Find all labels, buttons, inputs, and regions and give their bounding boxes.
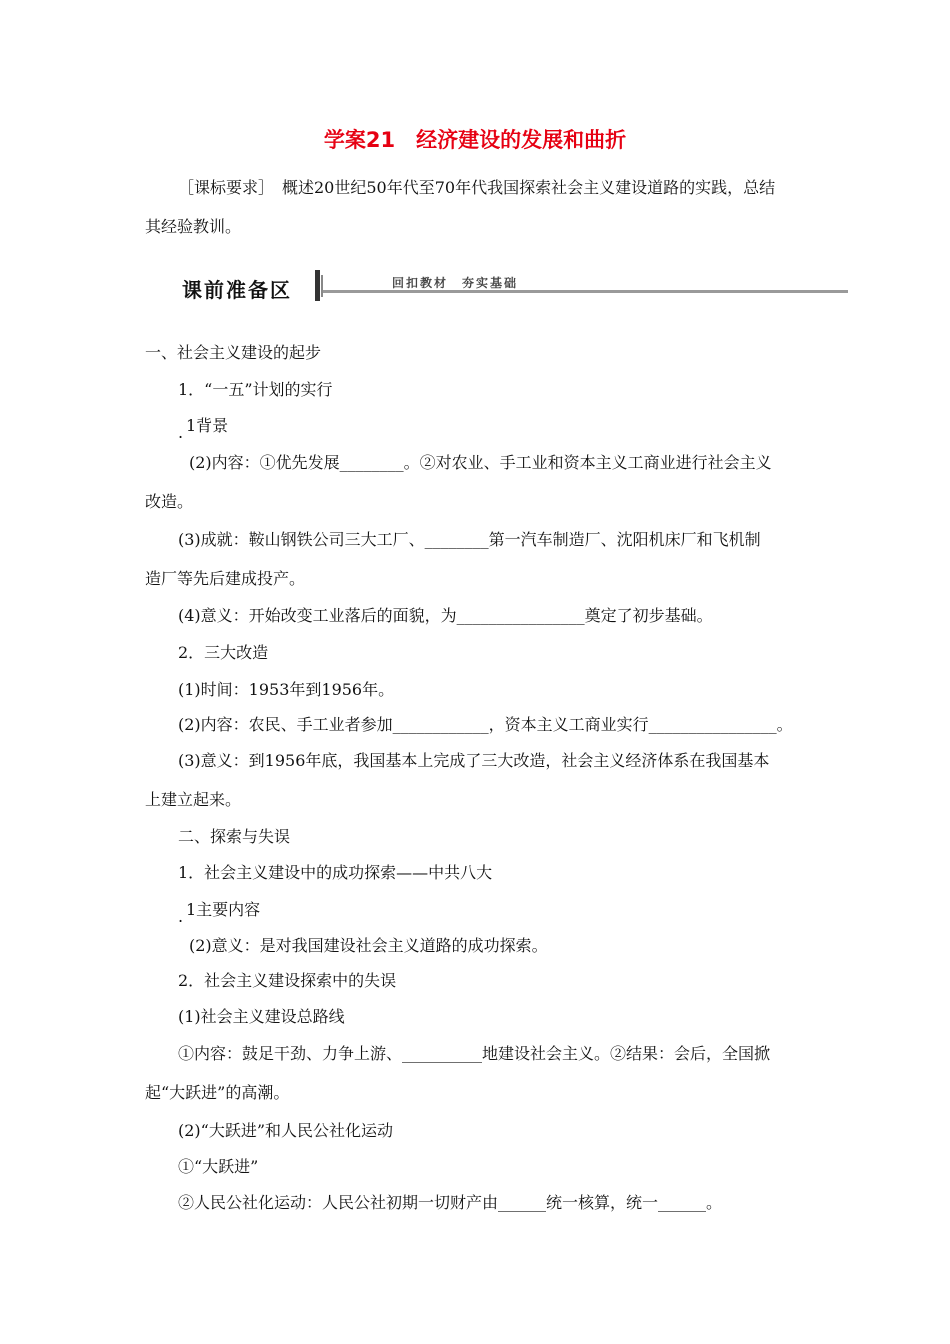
list-item: (2)“大跃进”和人民公社化运动 bbox=[178, 1121, 394, 1140]
page-title: 学案21 经济建设的发展和曲折 bbox=[323, 128, 627, 152]
list-item: 1背景 bbox=[186, 416, 229, 435]
requirement-line-1: ［课标要求］ 概述20世纪50年代至70年代我国探索社会主义建设道路的实践，总结 bbox=[178, 178, 776, 197]
list-item: ①“大跃进” bbox=[178, 1157, 259, 1176]
list-item: (2)内容：农民、手工业者参加____________，资本主义工商业实行________________。 bbox=[178, 715, 793, 734]
banner-divider-thin bbox=[321, 275, 323, 297]
list-item-continued: 上建立起来。 bbox=[145, 790, 242, 809]
subsection-heading: 2．社会主义建设探索中的失误 bbox=[178, 971, 397, 990]
list-item-continued: 改造。 bbox=[145, 492, 194, 511]
banner-subtitle: 回扣教材 夯实基础 bbox=[392, 276, 519, 290]
list-marker-dot: . bbox=[178, 423, 184, 442]
list-item: 1主要内容 bbox=[186, 900, 261, 919]
requirement-line-2: 其经验教训。 bbox=[145, 217, 242, 236]
banner-label: 课前准备区 bbox=[182, 278, 292, 302]
list-item: (3)意义：到1956年底，我国基本上完成了三大改造，社会主义经济体系在我国基本 bbox=[178, 751, 770, 770]
list-item: ①内容：鼓足干劲、力争上游、__________地建设社会主义。②结果：会后，全国掀 bbox=[178, 1044, 771, 1063]
section-banner bbox=[180, 269, 848, 303]
list-item: (2)内容：①优先发展________。②对农业、手工业和资本主义工商业进行社会主义 bbox=[189, 453, 772, 472]
list-item-continued: 造厂等先后建成投产。 bbox=[145, 569, 306, 588]
list-item: (1)时间：1953年到1956年。 bbox=[178, 680, 395, 699]
list-item: (1)社会主义建设总路线 bbox=[178, 1007, 345, 1026]
subsection-heading: 1．“一五”计划的实行 bbox=[178, 380, 333, 399]
subsection-heading: 2．三大改造 bbox=[178, 643, 269, 662]
section-heading-1: 一、社会主义建设的起步 bbox=[145, 343, 322, 362]
list-item: (2)意义：是对我国建设社会主义道路的成功探索。 bbox=[189, 936, 548, 955]
list-marker-dot: . bbox=[178, 907, 184, 926]
subsection-heading: 1．社会主义建设中的成功探索——中共八大 bbox=[178, 863, 493, 882]
list-item-continued: 起“大跃进”的高潮。 bbox=[145, 1083, 290, 1102]
list-item: (3)成就：鞍山钢铁公司三大工厂、________第一汽车制造厂、沈阳机床厂和飞机制 bbox=[178, 530, 761, 549]
banner-divider bbox=[315, 270, 320, 301]
list-item: (4)意义：开始改变工业落后的面貌，为________________奠定了初步基础。 bbox=[178, 606, 713, 625]
section-heading-2: 二、探索与失误 bbox=[178, 827, 291, 846]
list-item: ②人民公社化运动：人民公社初期一切财产由______统一核算，统一______。 bbox=[178, 1193, 723, 1212]
